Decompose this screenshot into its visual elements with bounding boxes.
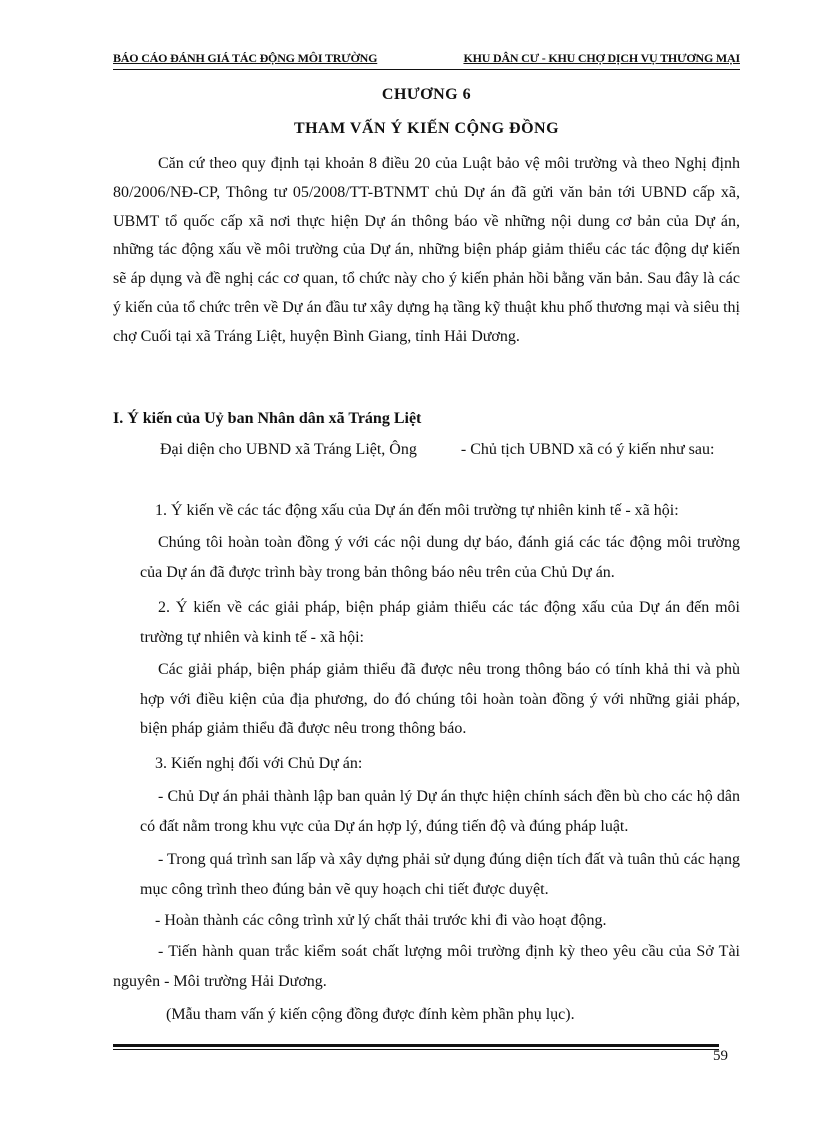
item-3-heading: 3. Kiến nghị đối với Chủ Dự án:	[155, 755, 363, 772]
recommendation-bullet: - Trong quá trình san lấp và xây dựng phải sử dụng đúng diện tích đất và tuân thủ các hạng mục công trình theo đúng bản vẽ quy hoạch chi tiết được duyệt.	[140, 851, 740, 898]
recommendation-bullet: - Hoàn thành các công trình xử lý chất thải trước khi đi vào hoạt động.	[155, 912, 607, 929]
chapter-number: CHƯƠNG 6	[381, 86, 472, 103]
header-right-title: KHU DÂN CƯ - KHU CHỢ DỊCH VỤ THƯƠNG MẠI	[463, 51, 740, 65]
footer-rule-thin	[113, 1049, 719, 1050]
item-2-heading: 2. Ý kiến về các giải pháp, biện pháp giảm thiểu các tác động xấu của Dự án đến môi trường tự nhiên và kinh tế - xã hội:	[140, 599, 740, 646]
item-1-text: Chúng tôi hoàn toàn đồng ý với các nội dung dự báo, đánh giá các tác động môi trường của Dự án đã được trình bày trong bản thông báo nêu trên của Chủ Dự án.	[140, 534, 740, 581]
recommendation-bullet: - Chủ Dự án phải thành lập ban quản lý Dự án thực hiện chính sách đền bù cho các hộ dân có đất nằm trong khu vực của Dự án hợp lý, đúng tiến độ và đúng pháp luật.	[140, 788, 740, 835]
recommendation-bullet: - Tiến hành quan trắc kiểm soát chất lượng môi trường định kỳ theo yêu cầu của Sở Tài nguyên - Môi trường Hải Dương.	[113, 943, 740, 990]
header-left-title: BÁO CÁO ĐÁNH GIÁ TÁC ĐỘNG MÔI TRƯỜNG	[113, 51, 378, 65]
header-rule	[113, 69, 740, 70]
chapter-title: THAM VẤN Ý KIẾN CỘNG ĐỒNG	[293, 120, 560, 137]
page-number: 59	[713, 1048, 728, 1064]
item-1-heading: 1. Ý kiến về các tác động xấu của Dự án đến môi trường tự nhiên kinh tế - xã hội:	[155, 502, 679, 519]
intro-paragraph: Căn cứ theo quy định tại khoản 8 điều 20 của Luật bảo vệ môi trường và theo Nghị định 80/2006/NĐ-CP, Thông tư 05/2008/TT-BTNMT chủ Dự án đã gửi văn bản tới UBND cấp xã, UBMT tổ quốc cấp xã nơi thực hiện Dự án thông báo về những nội dung cơ bản của Dự án, những tác động xấu về môi trường của Dự án, những biện pháp giảm thiểu các tác động dự kiến sẽ áp dụng và đề nghị các cơ quan, tổ chức này cho ý kiến phản hồi bằng văn bản. Sau đây là các ý kiến của tổ chức trên về Dự án đầu tư xây dựng hạ tầng kỹ thuật khu phố thương mại và siêu thị chợ Cuối tại xã Tráng Liệt, huyện Bình Giang, tỉnh Hải Dương.	[113, 155, 740, 345]
item-2-text: Các giải pháp, biện pháp giảm thiểu đã được nêu trong thông báo có tính khả thi và phù hợp với điều kiện của địa phương, do đó chúng tôi hoàn toàn đồng ý với những giải pháp, biện pháp giảm thiểu đã được nêu trong thông báo.	[140, 661, 740, 737]
running-header	[113, 51, 740, 69]
footer-rule-thick	[113, 1044, 719, 1047]
appendix-note: (Mẫu tham vấn ý kiến cộng đồng được đính kèm phần phụ lục).	[166, 1006, 575, 1023]
representative-statement: Đại diện cho UBND xã Tráng Liệt, Ông - Chủ tịch UBND xã có ý kiến như sau:	[160, 441, 715, 458]
section-1-heading: I. Ý kiến của Uỷ ban Nhân dân xã Tráng Liệt	[113, 410, 422, 427]
